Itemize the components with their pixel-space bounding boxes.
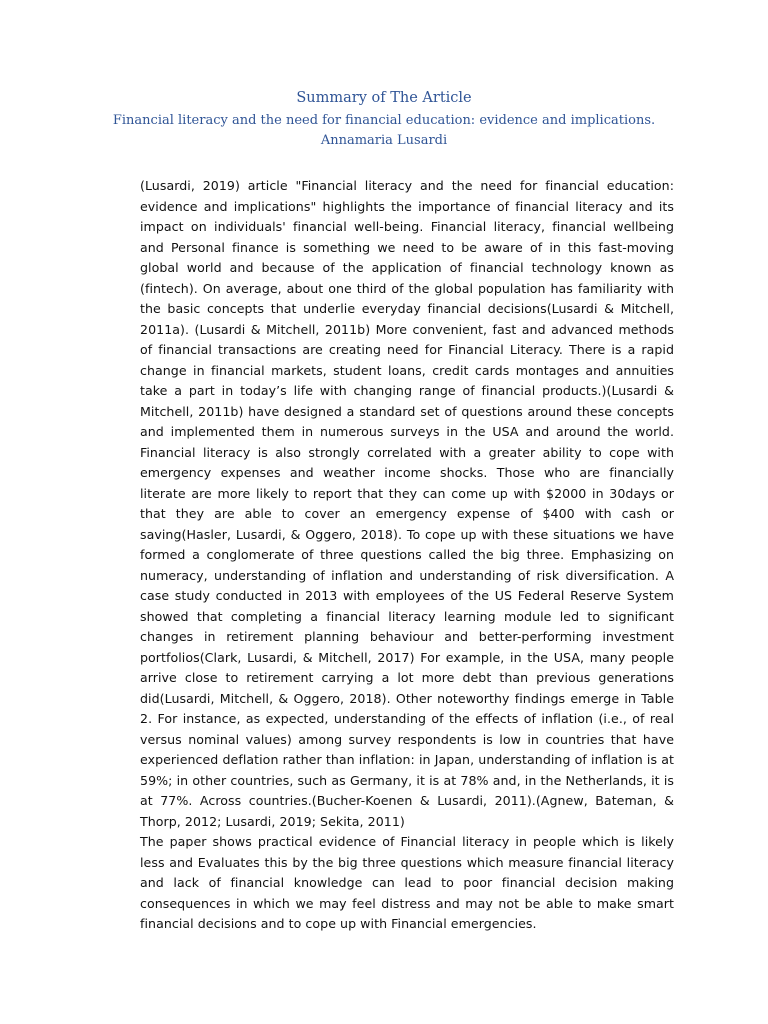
body-paragraph: The paper shows practical evidence of Financial literacy in people which is likely less and Evaluates this by the big three questions which measure financial literacy and lack of financial knowledge can lead to poor financial decision making consequences in which we may feel distress and may not be able to make smart financial decisions and to cope up with Financial emergencies. <box>140 834 674 931</box>
document-title: Summary of The Article <box>296 90 472 106</box>
document-subtitle: Financial literacy and the need for financial education: evidence and implications. Annamaria Lusardi <box>112 113 656 148</box>
body-paragraph: (Lusardi, 2019) article "Financial literacy and the need for financial education: evidence and implications" highlights the importance of financial literacy and its impact on individuals' financial well-being. Financial literacy, financial wellbeing and Personal finance is something we need to be aware of in this fast-moving global world and because of the application of financial technology known as (fintech). On average, about one third of the global population has familiarity with the basic concepts that underlie everyday financial decisions(Lusardi & Mitchell, 2011a). (Lusardi & Mitchell, 2011b) More convenient, fast and advanced methods of financial transactions are creating need for Financial Literacy. There is a rapid change in financial markets, student loans, credit cards montages and annuities take a part in today’s life with changing range of financial products.)(Lusardi & Mitchell, 2011b) have designed a standard set of questions around these concepts and implemented them in numerous surveys in the USA and around the world. Financial literacy is also strongly correlated with a greater ability to cope with emergency expenses and weather income shocks. Those who are financially literate are more likely to report that they can come up with $2000 in 30days or that they are able to cover an emergency expense of $400 with cash or saving(Hasler, Lusardi, & Oggero, 2018). To cope up with these situations we have formed a conglomerate of three questions called the big three. Emphasizing on numeracy, understanding of inflation and understanding of risk diversification. A case study conducted in 2013 with employees of the US Federal Reserve System showed that completing a financial literacy learning module led to significant changes in retirement planning behaviour and better-performing investment portfolios(Clark, Lusardi, & Mitchell, 2017) For example, in the USA, many people arrive close to retirement carrying a lot more debt than previous generations did(Lusardi, Mitchell, & Oggero, 2018). Other noteworthy findings emerge in Table 2. For instance, as expected, understanding of the effects of inflation (i.e., of real versus nominal values) among survey respondents is low in countries that have experienced deflation rather than inflation: in Japan, understanding of inflation is at 59%; in other countries, such as Germany, it is at 78% and, in the Netherlands, it is at 77%. Across countries.(Bucher-Koenen & Lusardi, 2011).(Agnew, Bateman, & Thorp, 2012; Lusardi, 2019; Sekita, 2011) <box>140 178 674 829</box>
document-body <box>140 176 674 935</box>
